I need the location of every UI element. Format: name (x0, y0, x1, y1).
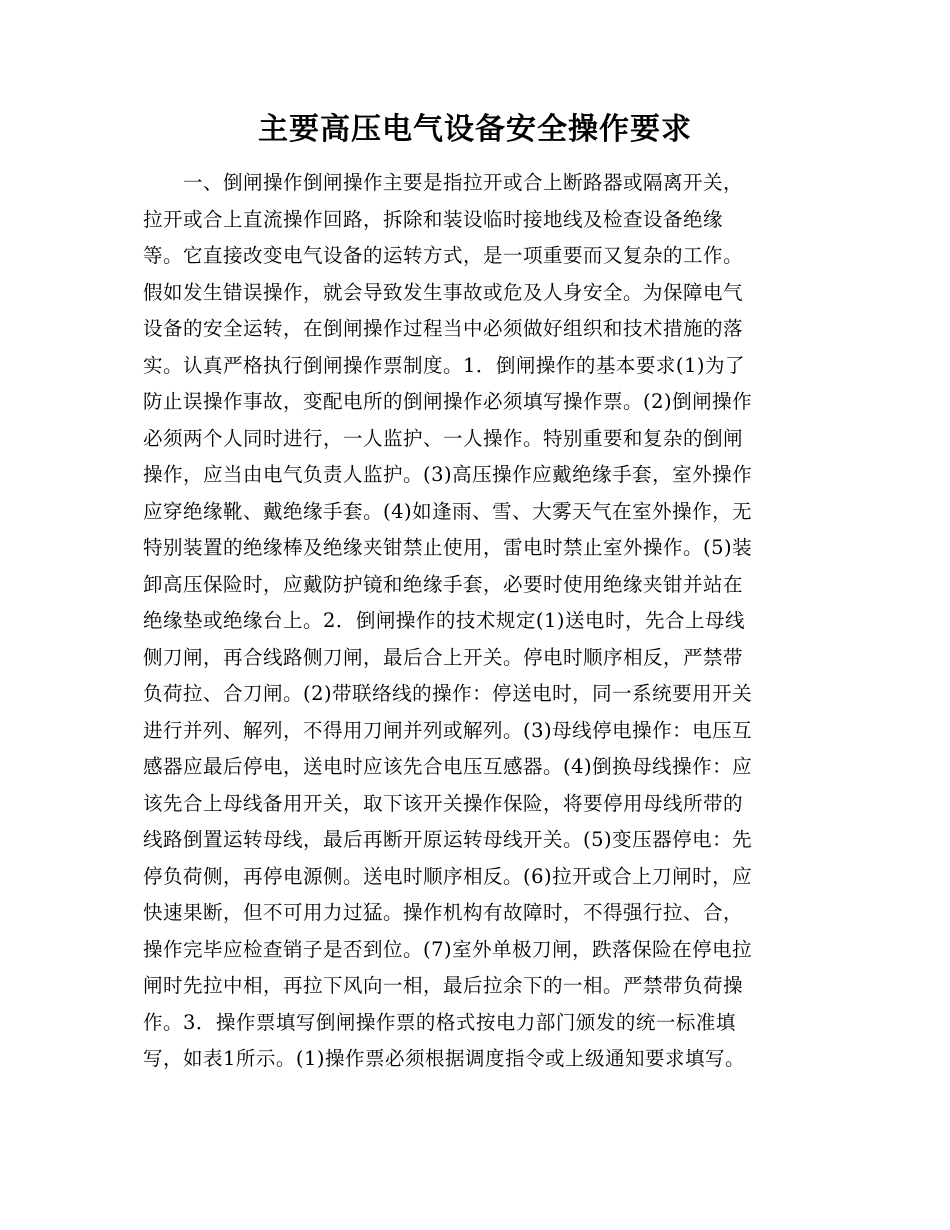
body-line: 绝缘垫或绝缘台上。2．倒闸操作的技术规定(1)送电时，先合上母线 (143, 609, 746, 632)
body-line: 设备的安全运转，在倒闸操作过程当中必须做好组织和技术措施的落 (143, 317, 744, 340)
body-line: 写，如表1所示。(1)操作票必须根据调度指令或上级通知要求填写。 (143, 1047, 746, 1070)
body-line: 闸时先拉中相，再拉下风向一相，最后拉余下的一相。严禁带负荷操 (143, 974, 744, 997)
body-line: 快速果断，但不可用力过猛。操作机构有故障时，不得强行拉、合， (143, 901, 744, 924)
document-body (143, 165, 813, 1078)
body-line: 操作，应当由电气负责人监护。(3)高压操作应戴绝缘手套，室外操作 (143, 463, 753, 486)
body-line: 实。认真严格执行倒闸操作票制度。1．倒闸操作的基本要求(1)为了 (143, 353, 746, 377)
body-line: 线路倒置运转母线，最后再断开原运转母线开关。(5)变压器停电：先 (143, 828, 753, 851)
body-line: 操作完毕应检查销子是否到位。(7)室外单极刀闸，跌落保险在停电拉 (143, 937, 753, 961)
body-line: 拉开或合上直流操作回路，拆除和装设临时接地线及检查设备绝缘 (143, 207, 724, 231)
body-line: 进行并列、解列，不得用刀闸并列或解列。(3)母线停电操作：电压互 (143, 718, 753, 742)
body-line: 应穿绝缘靴、戴绝缘手套。(4)如逢雨、雪、大雾天气在室外操作，无 (143, 499, 753, 523)
body-line: 假如发生错误操作，就会导致发生事故或危及人身安全。为保障电气 (143, 280, 744, 304)
body-line: 等。它直接改变电气设备的运转方式，是一项重要而又复杂的工作。 (143, 244, 744, 267)
body-line: 负荷拉、合刀闸。(2)带联络线的操作：停送电时，同一系统要用开关 (143, 682, 753, 705)
body-line: 停负荷侧，再停电源侧。送电时顺序相反。(6)拉开或合上刀闸时，应 (143, 864, 753, 888)
body-line: 必须两个人同时进行，一人监护、一人操作。特别重要和复杂的倒闸 (143, 426, 744, 450)
body-line: 防止误操作事故，变配电所的倒闸操作必须填写操作票。(2)倒闸操作 (143, 390, 753, 413)
document-title: 主要高压电气设备安全操作要求 (258, 112, 692, 147)
body-line: 作。3．操作票填写倒闸操作票的格式按电力部门颁发的统一标准填 (143, 1010, 736, 1034)
body-line: 侧刀闸，再合线路侧刀闸，最后合上开关。停电时顺序相反，严禁带 (143, 645, 744, 669)
body-line: 该先合上母线备用开关，取下该开关操作保险，将要停用母线所带的 (143, 791, 744, 815)
body-line: 感器应最后停电，送电时应该先合电压互感器。(4)倒换母线操作：应 (143, 755, 753, 778)
body-line: 特别装置的绝缘棒及绝缘夹钳禁止使用，雷电时禁止室外操作。(5)装 (143, 536, 753, 559)
body-line: 一、倒闸操作倒闸操作主要是指拉开或合上断路器或隔离开关， (183, 171, 744, 194)
body-line: 卸高压保险时，应戴防护镜和绝缘手套，必要时使用绝缘夹钳并站在 (143, 572, 744, 596)
